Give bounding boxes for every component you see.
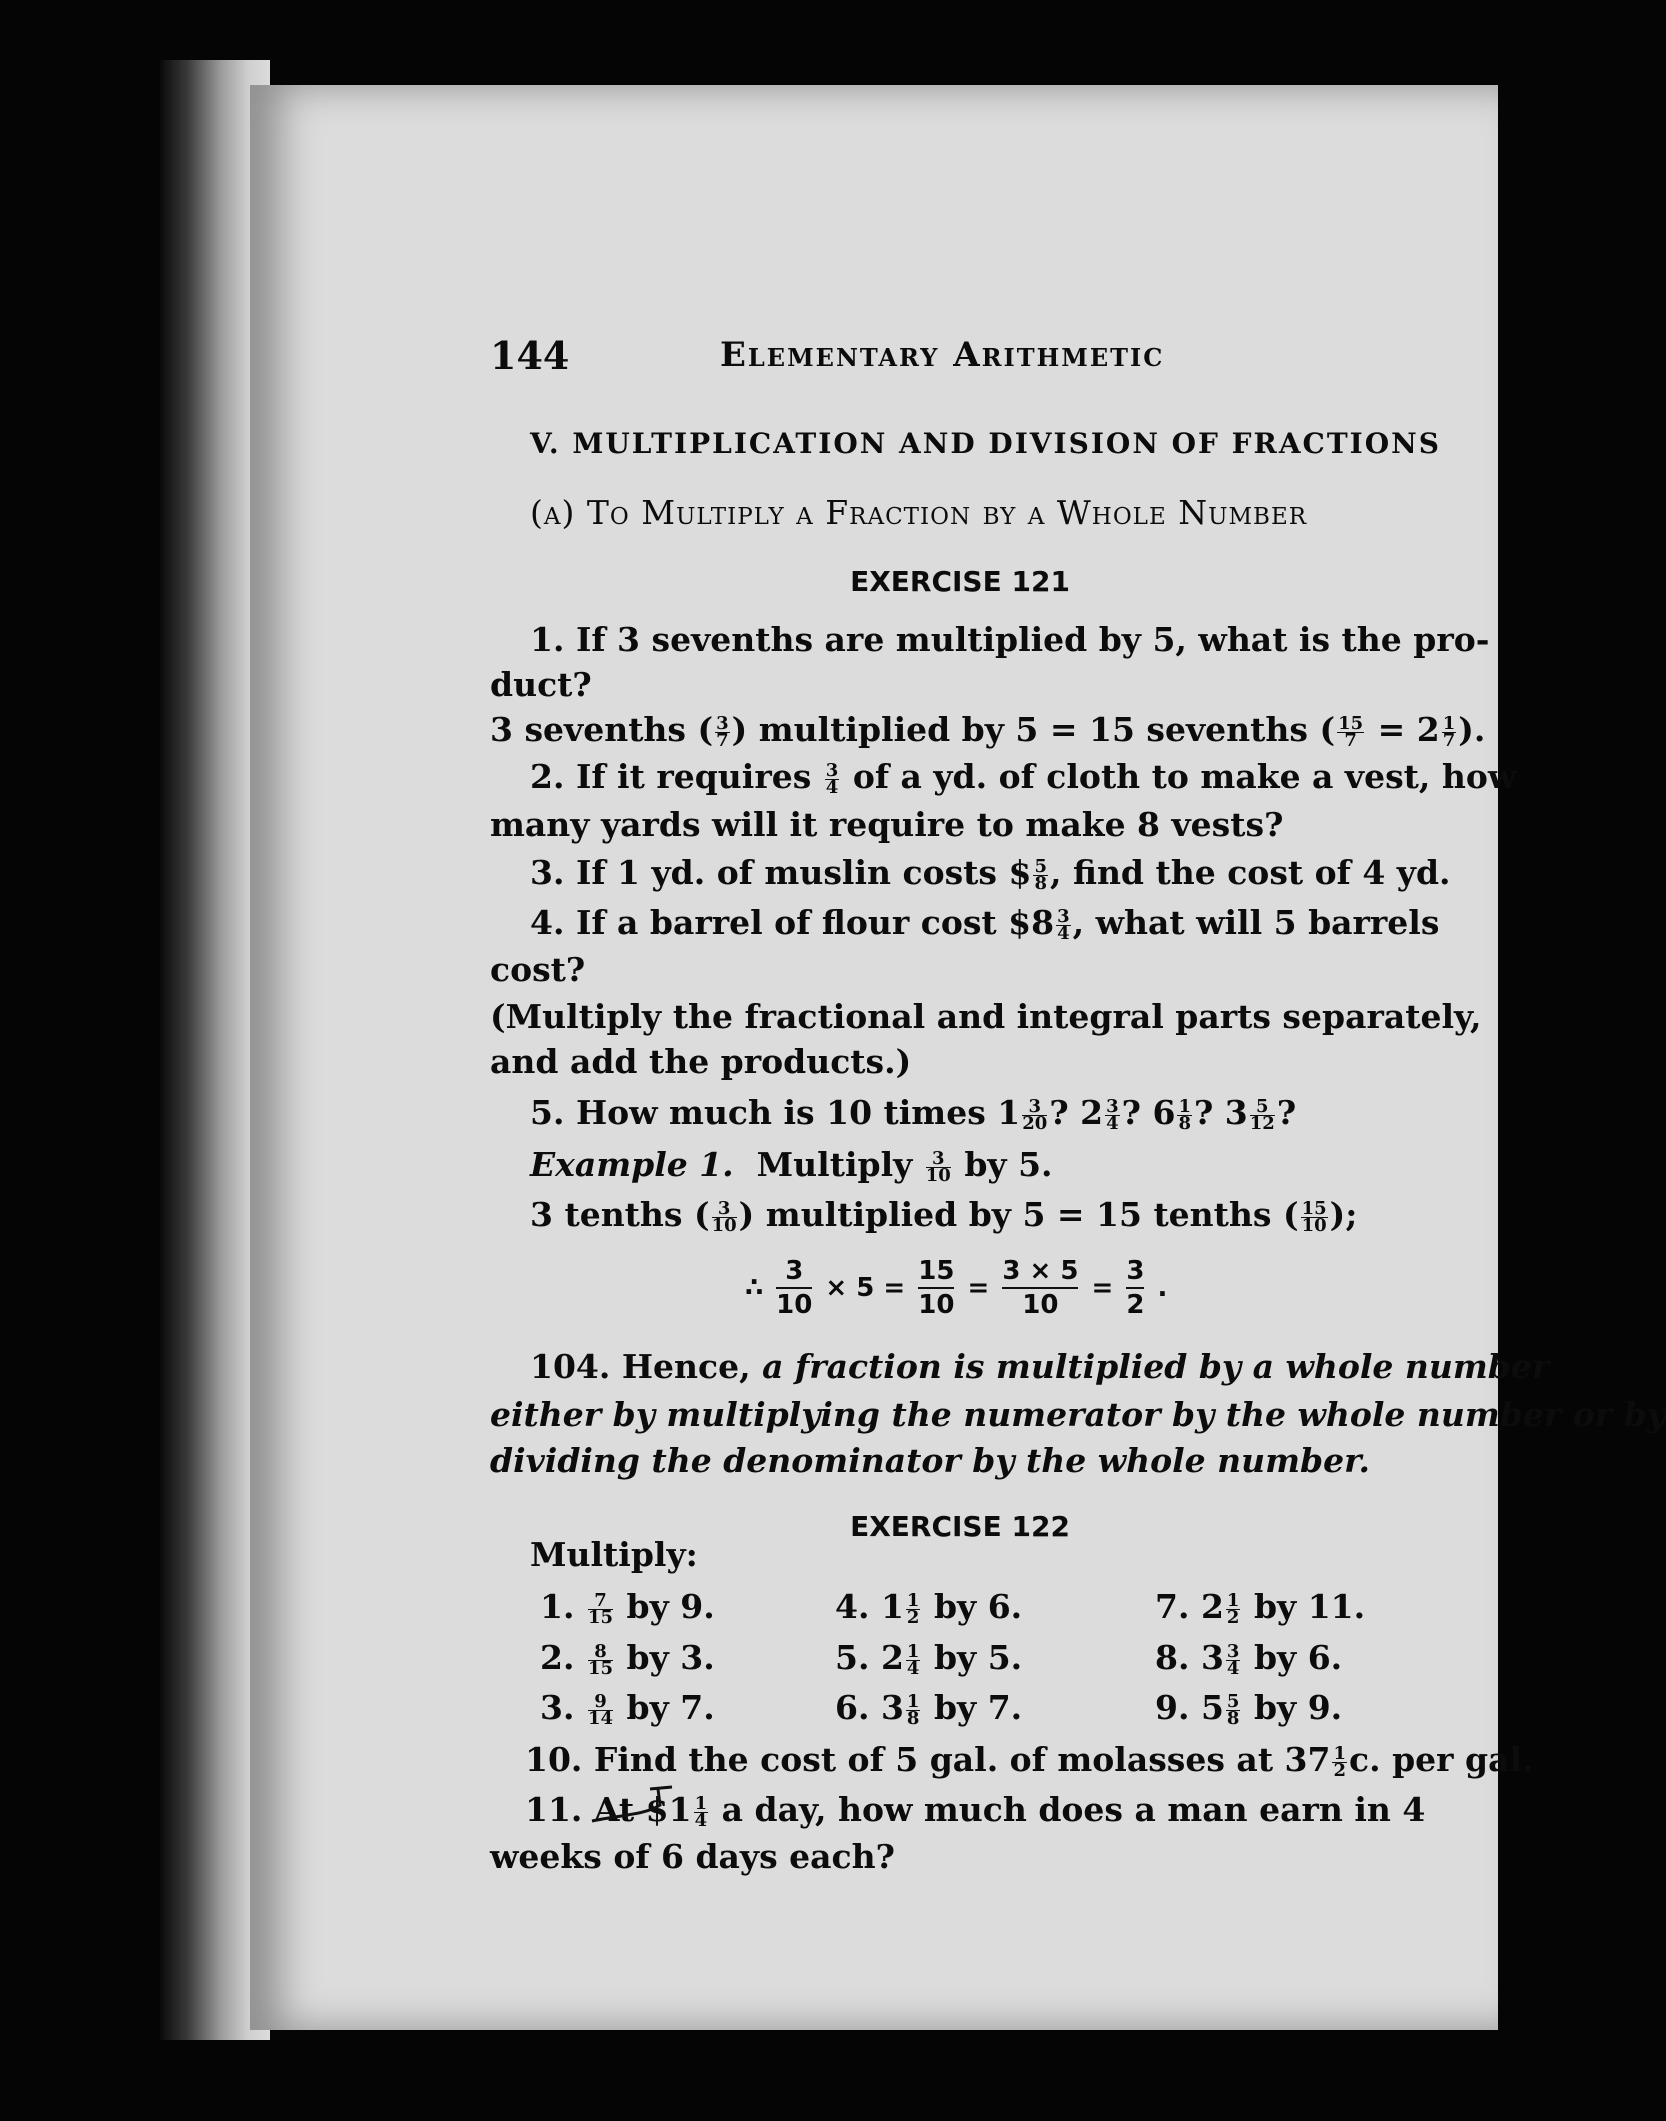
rest: by 7.	[626, 1688, 715, 1727]
text: , find the cost of 4 yd.	[1049, 853, 1451, 892]
eqn-fraction	[776, 1255, 812, 1321]
text: 3. If 1 yd. of muslin costs $	[530, 853, 1032, 892]
den: 10	[1022, 1290, 1059, 1320]
d: 15	[587, 1606, 614, 1628]
num: 8.	[1155, 1638, 1190, 1677]
num: 6.	[835, 1688, 870, 1727]
num: 1	[1333, 1742, 1347, 1764]
text: 3 tenths (	[530, 1195, 710, 1234]
subsection-heading: (a) To Multiply a Fraction by a Whole Number	[530, 493, 1308, 532]
rest: by 6.	[933, 1587, 1023, 1626]
whole: 1	[880, 1587, 904, 1626]
den: 10	[1301, 1214, 1327, 1236]
rule-number: 104.	[530, 1347, 611, 1386]
running-title: Elementary Arithmetic	[720, 335, 1165, 375]
eqn-op: .	[1157, 1273, 1168, 1303]
q1-work	[490, 710, 1486, 751]
rule-text: a fraction is multiplied by a whole number	[762, 1347, 1550, 1386]
num: 5	[1250, 1099, 1275, 1116]
example-equation	[745, 1255, 1167, 1325]
num: 3	[1057, 905, 1070, 927]
d: 8	[906, 1707, 920, 1729]
d: 15	[587, 1657, 614, 1679]
ex122-item-6	[835, 1688, 1022, 1727]
den: 4	[825, 776, 839, 798]
fraction	[1033, 855, 1048, 894]
fraction	[1337, 712, 1364, 751]
text: ? 2	[1049, 1093, 1104, 1132]
text: ) multiplied by 5 = 15 tenths (	[738, 1195, 1299, 1234]
rest: by 11.	[1253, 1587, 1366, 1626]
fraction	[715, 712, 730, 751]
fraction	[1442, 712, 1457, 751]
whole: 3	[880, 1688, 904, 1727]
num: 3	[1126, 1255, 1144, 1289]
pencil-mark-icon	[590, 1785, 680, 1825]
q2-line-1	[530, 757, 1517, 798]
den: 7	[716, 729, 729, 751]
text: 2. If it requires	[530, 757, 812, 796]
num: 3 × 5	[1002, 1255, 1078, 1289]
fraction	[587, 1589, 614, 1628]
fraction	[1022, 1095, 1048, 1134]
num: 1	[694, 1792, 708, 1814]
den: 8	[1034, 872, 1047, 894]
q10-line	[525, 1740, 1534, 1781]
text: 5. How much is 10 times 1	[530, 1093, 1021, 1132]
fraction	[1249, 1095, 1275, 1134]
den: 10	[776, 1290, 813, 1320]
den: 2	[1126, 1290, 1145, 1320]
fraction	[711, 1197, 737, 1236]
q4-line-2: cost?	[490, 950, 586, 989]
q11-line-2: weeks of 6 days each?	[490, 1837, 895, 1876]
section-heading: V. MULTIPLICATION AND DIVISION OF FRACTIONS	[530, 427, 1441, 460]
fraction	[1105, 1095, 1120, 1134]
whole: 2	[1200, 1587, 1224, 1626]
ex122-item-9	[1155, 1688, 1342, 1727]
exercise-121-heading: EXERCISE 121	[850, 565, 1070, 598]
den: 7	[1344, 729, 1357, 751]
q1-line-1: 1. If 3 sevenths are multiplied by 5, what is the pro-	[530, 620, 1490, 659]
text: , what will 5 barrels	[1072, 903, 1440, 942]
d: 2	[906, 1606, 920, 1628]
den: 20	[1022, 1112, 1048, 1134]
num: 3	[825, 759, 839, 781]
eqn-op: =	[1091, 1273, 1114, 1303]
text: ) multiplied by 5 = 15 sevenths (	[731, 710, 1336, 749]
n: 5	[1226, 1690, 1240, 1712]
q3-line	[530, 853, 1450, 892]
n: 1	[906, 1640, 920, 1662]
n: 3	[1226, 1640, 1240, 1662]
rule-lead: Hence,	[621, 1347, 751, 1386]
eqn-fraction	[1002, 1255, 1078, 1321]
den: 10	[925, 1164, 951, 1186]
den: 4	[1057, 922, 1070, 944]
fraction	[1056, 905, 1071, 944]
n: 8	[588, 1644, 613, 1661]
whole: 5	[1200, 1688, 1224, 1727]
q2-line-2: many yards will it require to make 8 vests?	[490, 805, 1284, 844]
eqn-fraction	[1126, 1255, 1144, 1321]
multiply-intro: Multiply:	[530, 1535, 698, 1574]
book-page	[250, 85, 1666, 2030]
fraction	[906, 1690, 921, 1729]
num: 3	[1106, 1095, 1119, 1117]
d: 4	[1226, 1657, 1240, 1679]
fraction	[925, 1147, 951, 1186]
rest: by 6.	[1253, 1638, 1343, 1677]
fraction	[1301, 1197, 1328, 1236]
fraction	[825, 759, 840, 798]
den: 8	[1178, 1112, 1191, 1134]
text: ? 6	[1121, 1093, 1176, 1132]
text: 10. Find the cost of 5 gal. of molasses at 37	[525, 1740, 1331, 1779]
fraction	[1226, 1690, 1241, 1729]
num: 3	[776, 1255, 812, 1289]
text: Multiply	[756, 1145, 913, 1184]
n: 1	[906, 1690, 920, 1712]
rule-104-line-3: dividing the denominator by the whole number.	[490, 1441, 1370, 1480]
eqn-op: × 5 =	[825, 1273, 906, 1303]
num: 4.	[835, 1587, 870, 1626]
note-line-1: (Multiply the fractional and integral parts separately,	[490, 997, 1482, 1036]
d: 2	[1226, 1606, 1240, 1628]
den: 10	[918, 1290, 955, 1320]
num: 1.	[540, 1587, 575, 1626]
num: 15	[1301, 1197, 1327, 1219]
ex122-item-8	[1155, 1638, 1342, 1677]
q4-line-1	[530, 903, 1450, 942]
num: 7.	[1155, 1587, 1190, 1626]
exercise-122-heading: EXERCISE 122	[850, 1510, 1070, 1543]
rest: by 3.	[626, 1638, 715, 1677]
num: 15	[918, 1255, 954, 1289]
ex122-item-5	[835, 1638, 1022, 1677]
num: 3.	[540, 1688, 575, 1727]
fraction	[694, 1792, 709, 1831]
n: 1	[1226, 1589, 1240, 1611]
rest: by 7.	[933, 1688, 1023, 1727]
num: 3	[716, 712, 729, 734]
rest: by 5.	[933, 1638, 1023, 1677]
text: by 5.	[964, 1145, 1053, 1184]
example-work	[530, 1195, 1450, 1234]
ex122-item-1	[540, 1587, 715, 1626]
page-number: 144	[490, 333, 570, 378]
den: 7	[1442, 729, 1456, 751]
text: ).	[1458, 710, 1486, 749]
fraction	[1226, 1589, 1241, 1628]
running-header	[490, 333, 1430, 383]
fraction	[1177, 1095, 1192, 1134]
text: 4. If a barrel of flour cost $8	[530, 903, 1055, 942]
text: ?	[1276, 1093, 1297, 1132]
d: 8	[1226, 1707, 1240, 1729]
whole: 3	[1200, 1638, 1224, 1677]
eqn-fraction	[918, 1255, 954, 1321]
rule-104-line-1	[530, 1347, 1550, 1386]
text: of a yd. of cloth to make a vest, how	[852, 757, 1517, 796]
den: 4	[1106, 1112, 1119, 1134]
rule-104-line-2: either by multiplying the numerator by the whole number or by	[490, 1395, 1666, 1434]
text: = 2	[1366, 710, 1440, 749]
rest: by 9.	[1253, 1688, 1343, 1727]
num: 3	[1022, 1099, 1047, 1116]
q5-line	[530, 1093, 1450, 1132]
n: 1	[906, 1589, 920, 1611]
den: 2	[1333, 1759, 1347, 1781]
den: 10	[711, 1214, 737, 1236]
ex122-item-2	[540, 1638, 715, 1677]
num: 1	[1442, 712, 1456, 734]
text: c. per gal.	[1349, 1740, 1534, 1779]
text: a day, how much does a man earn in 4	[721, 1790, 1426, 1829]
example-label: Example 1.	[530, 1145, 734, 1184]
fraction	[587, 1690, 614, 1729]
num: 2.	[540, 1638, 575, 1677]
num: 15	[1338, 712, 1364, 734]
fraction	[587, 1640, 614, 1679]
text: );	[1329, 1195, 1358, 1234]
q1-line-2: duct?	[490, 665, 592, 704]
num: 5	[1034, 855, 1047, 877]
num: 9.	[1155, 1688, 1190, 1727]
text: ? 3	[1193, 1093, 1248, 1132]
num: 3	[712, 1201, 737, 1218]
text: 3 sevenths (	[490, 710, 714, 749]
therefore-symbol: ∴	[745, 1273, 764, 1303]
fraction	[1332, 1742, 1347, 1781]
n: 7	[588, 1593, 613, 1610]
num: 1	[1178, 1095, 1191, 1117]
ex122-item-7	[1155, 1587, 1365, 1626]
den: 12	[1249, 1112, 1275, 1134]
note-line-2: and add the products.)	[490, 1042, 912, 1081]
eqn-op: =	[967, 1273, 990, 1303]
num: 5.	[835, 1638, 870, 1677]
num: 3	[926, 1151, 951, 1168]
example-line	[530, 1145, 1450, 1184]
text: 11. At $1	[525, 1790, 692, 1829]
fraction	[1226, 1640, 1241, 1679]
n: 9	[588, 1694, 613, 1711]
ex122-item-3	[540, 1688, 715, 1727]
rest: by 9.	[626, 1587, 715, 1626]
d: 14	[587, 1707, 614, 1729]
whole: 2	[880, 1638, 904, 1677]
ex122-item-4	[835, 1587, 1022, 1626]
den: 4	[694, 1809, 708, 1831]
fraction	[906, 1589, 921, 1628]
d: 4	[906, 1657, 920, 1679]
fraction	[906, 1640, 921, 1679]
